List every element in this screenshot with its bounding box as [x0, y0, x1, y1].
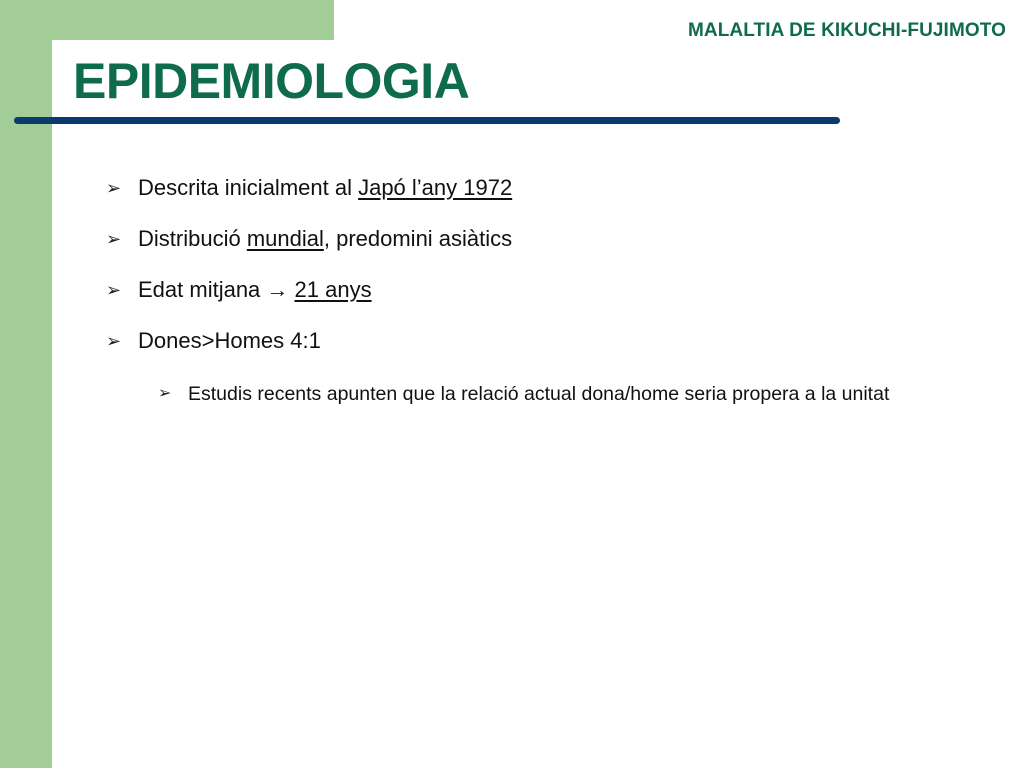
- title-underline-rule: [14, 117, 840, 124]
- slide-title: EPIDEMIOLOGIA: [73, 53, 470, 109]
- bullet-item: [106, 219, 966, 270]
- bullet-list: [106, 168, 966, 414]
- bullet-emphasis: 21 anys: [294, 277, 372, 302]
- sub-bullet-item: [106, 374, 946, 414]
- bullet-emphasis: Japó l’any 1972: [358, 175, 513, 200]
- header-title: MALALTIA DE KIKUCHI-FUJIMOTO: [687, 20, 1006, 41]
- arrowhead-bullet-icon: ➢: [106, 178, 122, 198]
- bullet-emphasis: mundial: [246, 226, 324, 251]
- arrowhead-bullet-icon: ➢: [106, 331, 122, 351]
- arrowhead-bullet-icon: ➢: [106, 280, 122, 300]
- left-green-bar: [0, 0, 52, 768]
- arrowhead-bullet-icon: ➢: [106, 229, 122, 249]
- sub-bullet-text: Estudis recents apunten que la relació actual dona/home seria propera a la unitat: [188, 383, 890, 405]
- bullet-item: [106, 270, 966, 321]
- top-green-tab: [0, 0, 334, 40]
- bullet-text: Dones>Homes 4:1: [138, 328, 321, 353]
- arrowhead-bullet-icon: ➢: [158, 385, 172, 402]
- bullet-text: Descrita inicialment al: [138, 175, 359, 200]
- bullet-text: Edat mitjana: [138, 277, 267, 302]
- bullet-text: Distribució: [138, 226, 247, 251]
- right-arrow-icon: →: [266, 277, 289, 302]
- bullet-item: [106, 321, 966, 372]
- bullet-text: , predomini asiàtics: [323, 226, 513, 251]
- bullet-item: [106, 168, 966, 219]
